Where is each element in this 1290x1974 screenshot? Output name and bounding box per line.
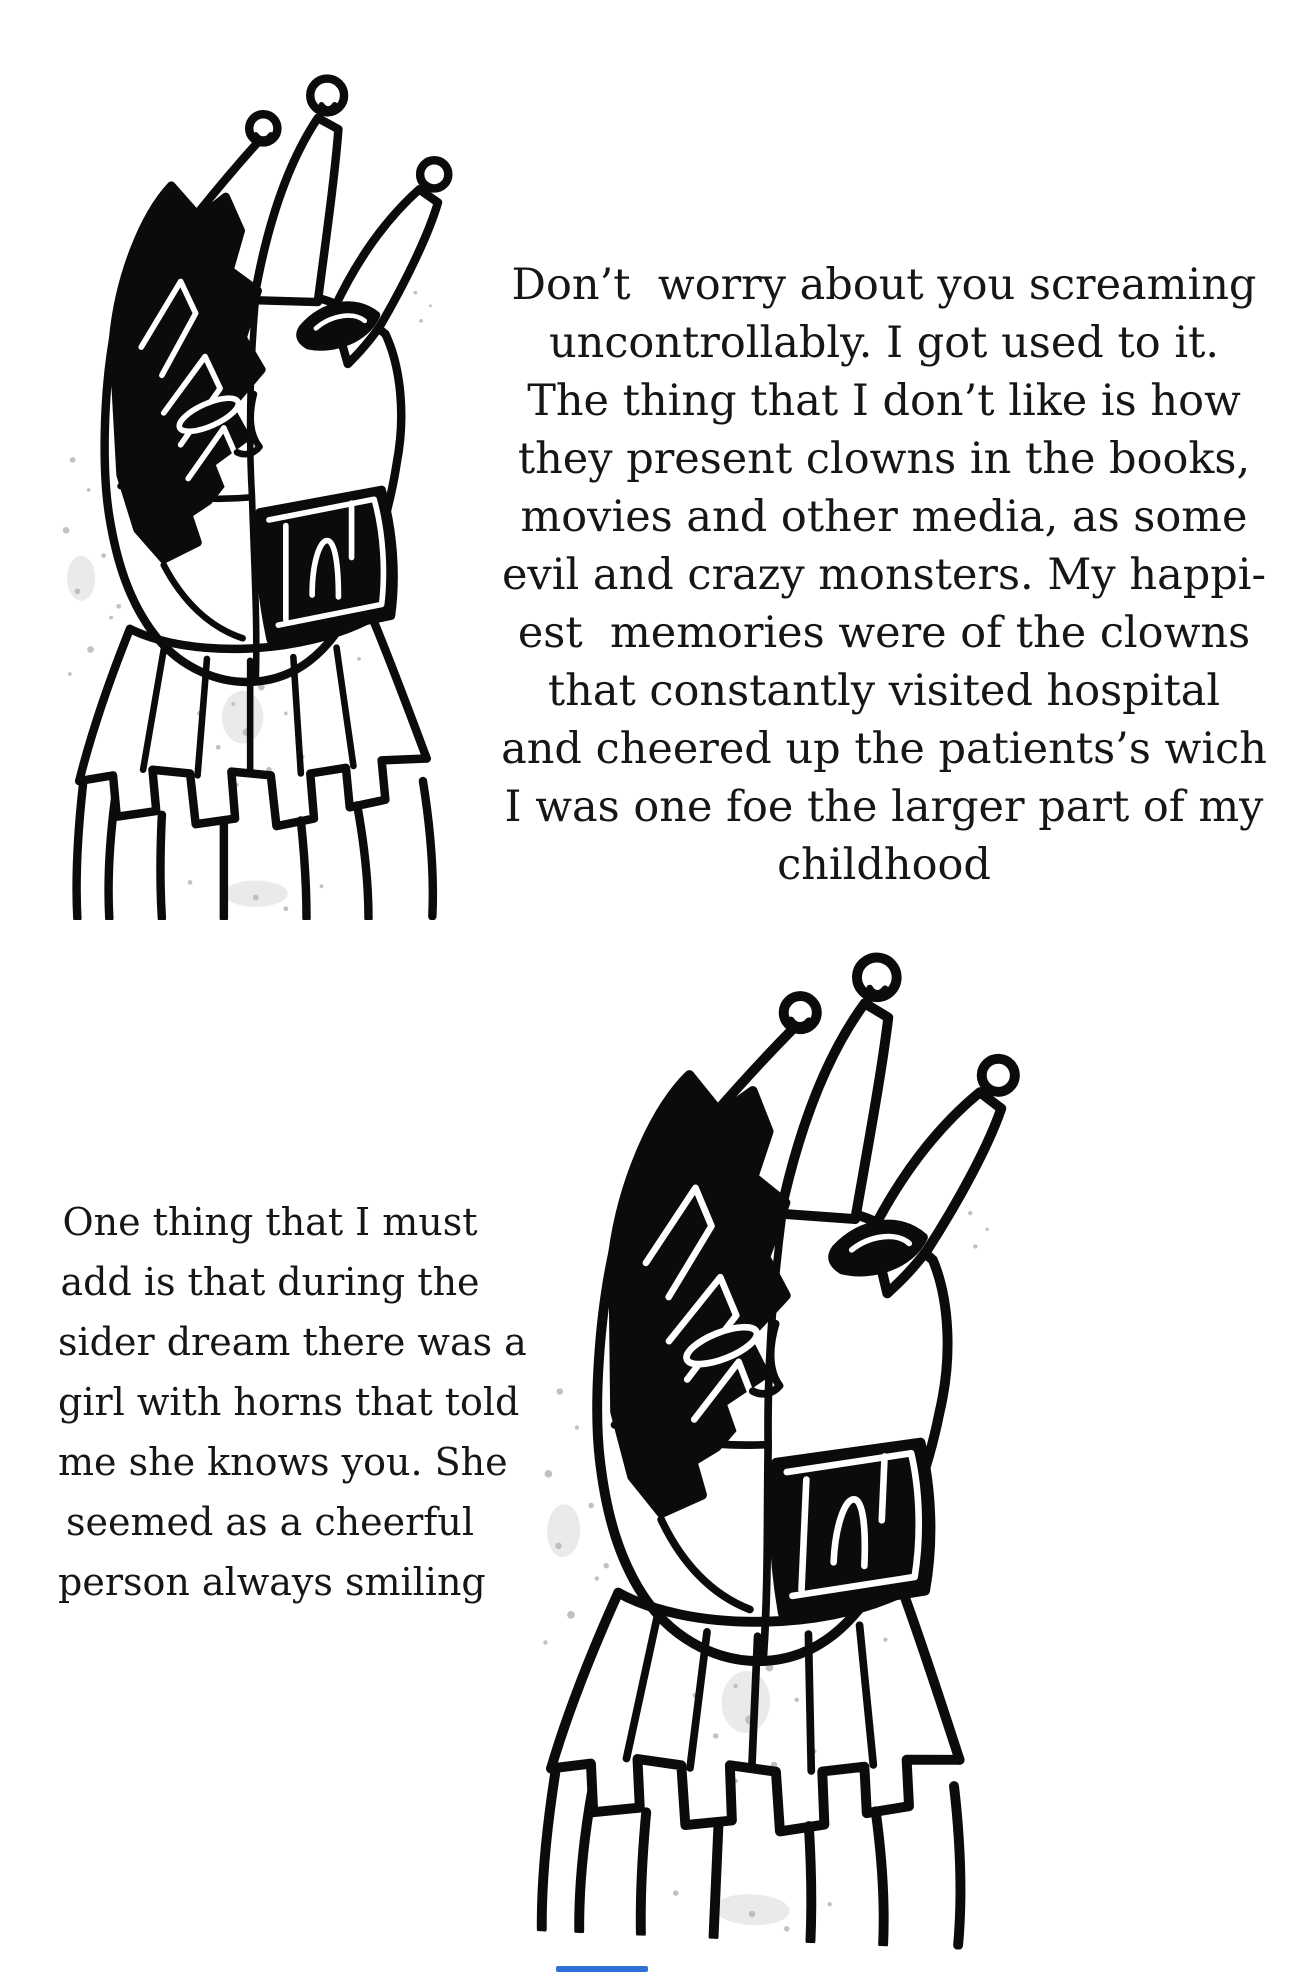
text-line: person always smiling (58, 1560, 486, 1604)
paragraph-top-right (436, 256, 1290, 894)
paragraph-mid-left (58, 1192, 527, 1612)
jester-ink-drawing-bottom-right (468, 915, 1034, 1951)
text-line: est memories were of the clowns (517, 608, 1251, 658)
text-line: childhood (777, 840, 991, 890)
text-line: One thing that I must (62, 1200, 478, 1244)
text-line: sider dream there was a (58, 1320, 527, 1364)
text-line: movies and other media, as some (520, 492, 1248, 542)
text-line: Don’t worry about you screaming (511, 260, 1257, 310)
text-line: girl with horns that told (58, 1380, 520, 1424)
text-line: and cheered up the patients’s wich (501, 724, 1267, 774)
text-line: that constantly visited hospital (547, 666, 1221, 716)
text-line: add is that during the (60, 1260, 480, 1304)
blue-line-mark (556, 1966, 648, 1972)
text-line: me she knows you. She (58, 1440, 508, 1484)
text-line: I was one foe the larger part of my (504, 782, 1264, 832)
text-line: evil and crazy monsters. My happi- (501, 550, 1267, 600)
text-line: they present clowns in the books, (517, 434, 1251, 484)
text-line: seemed as a cheerful (66, 1500, 474, 1544)
jester-ink-drawing-top-left (20, 56, 454, 920)
text-line: uncontrollably. I got used to it. (548, 318, 1220, 368)
text-line: The thing that I don’t like is how (527, 376, 1241, 426)
